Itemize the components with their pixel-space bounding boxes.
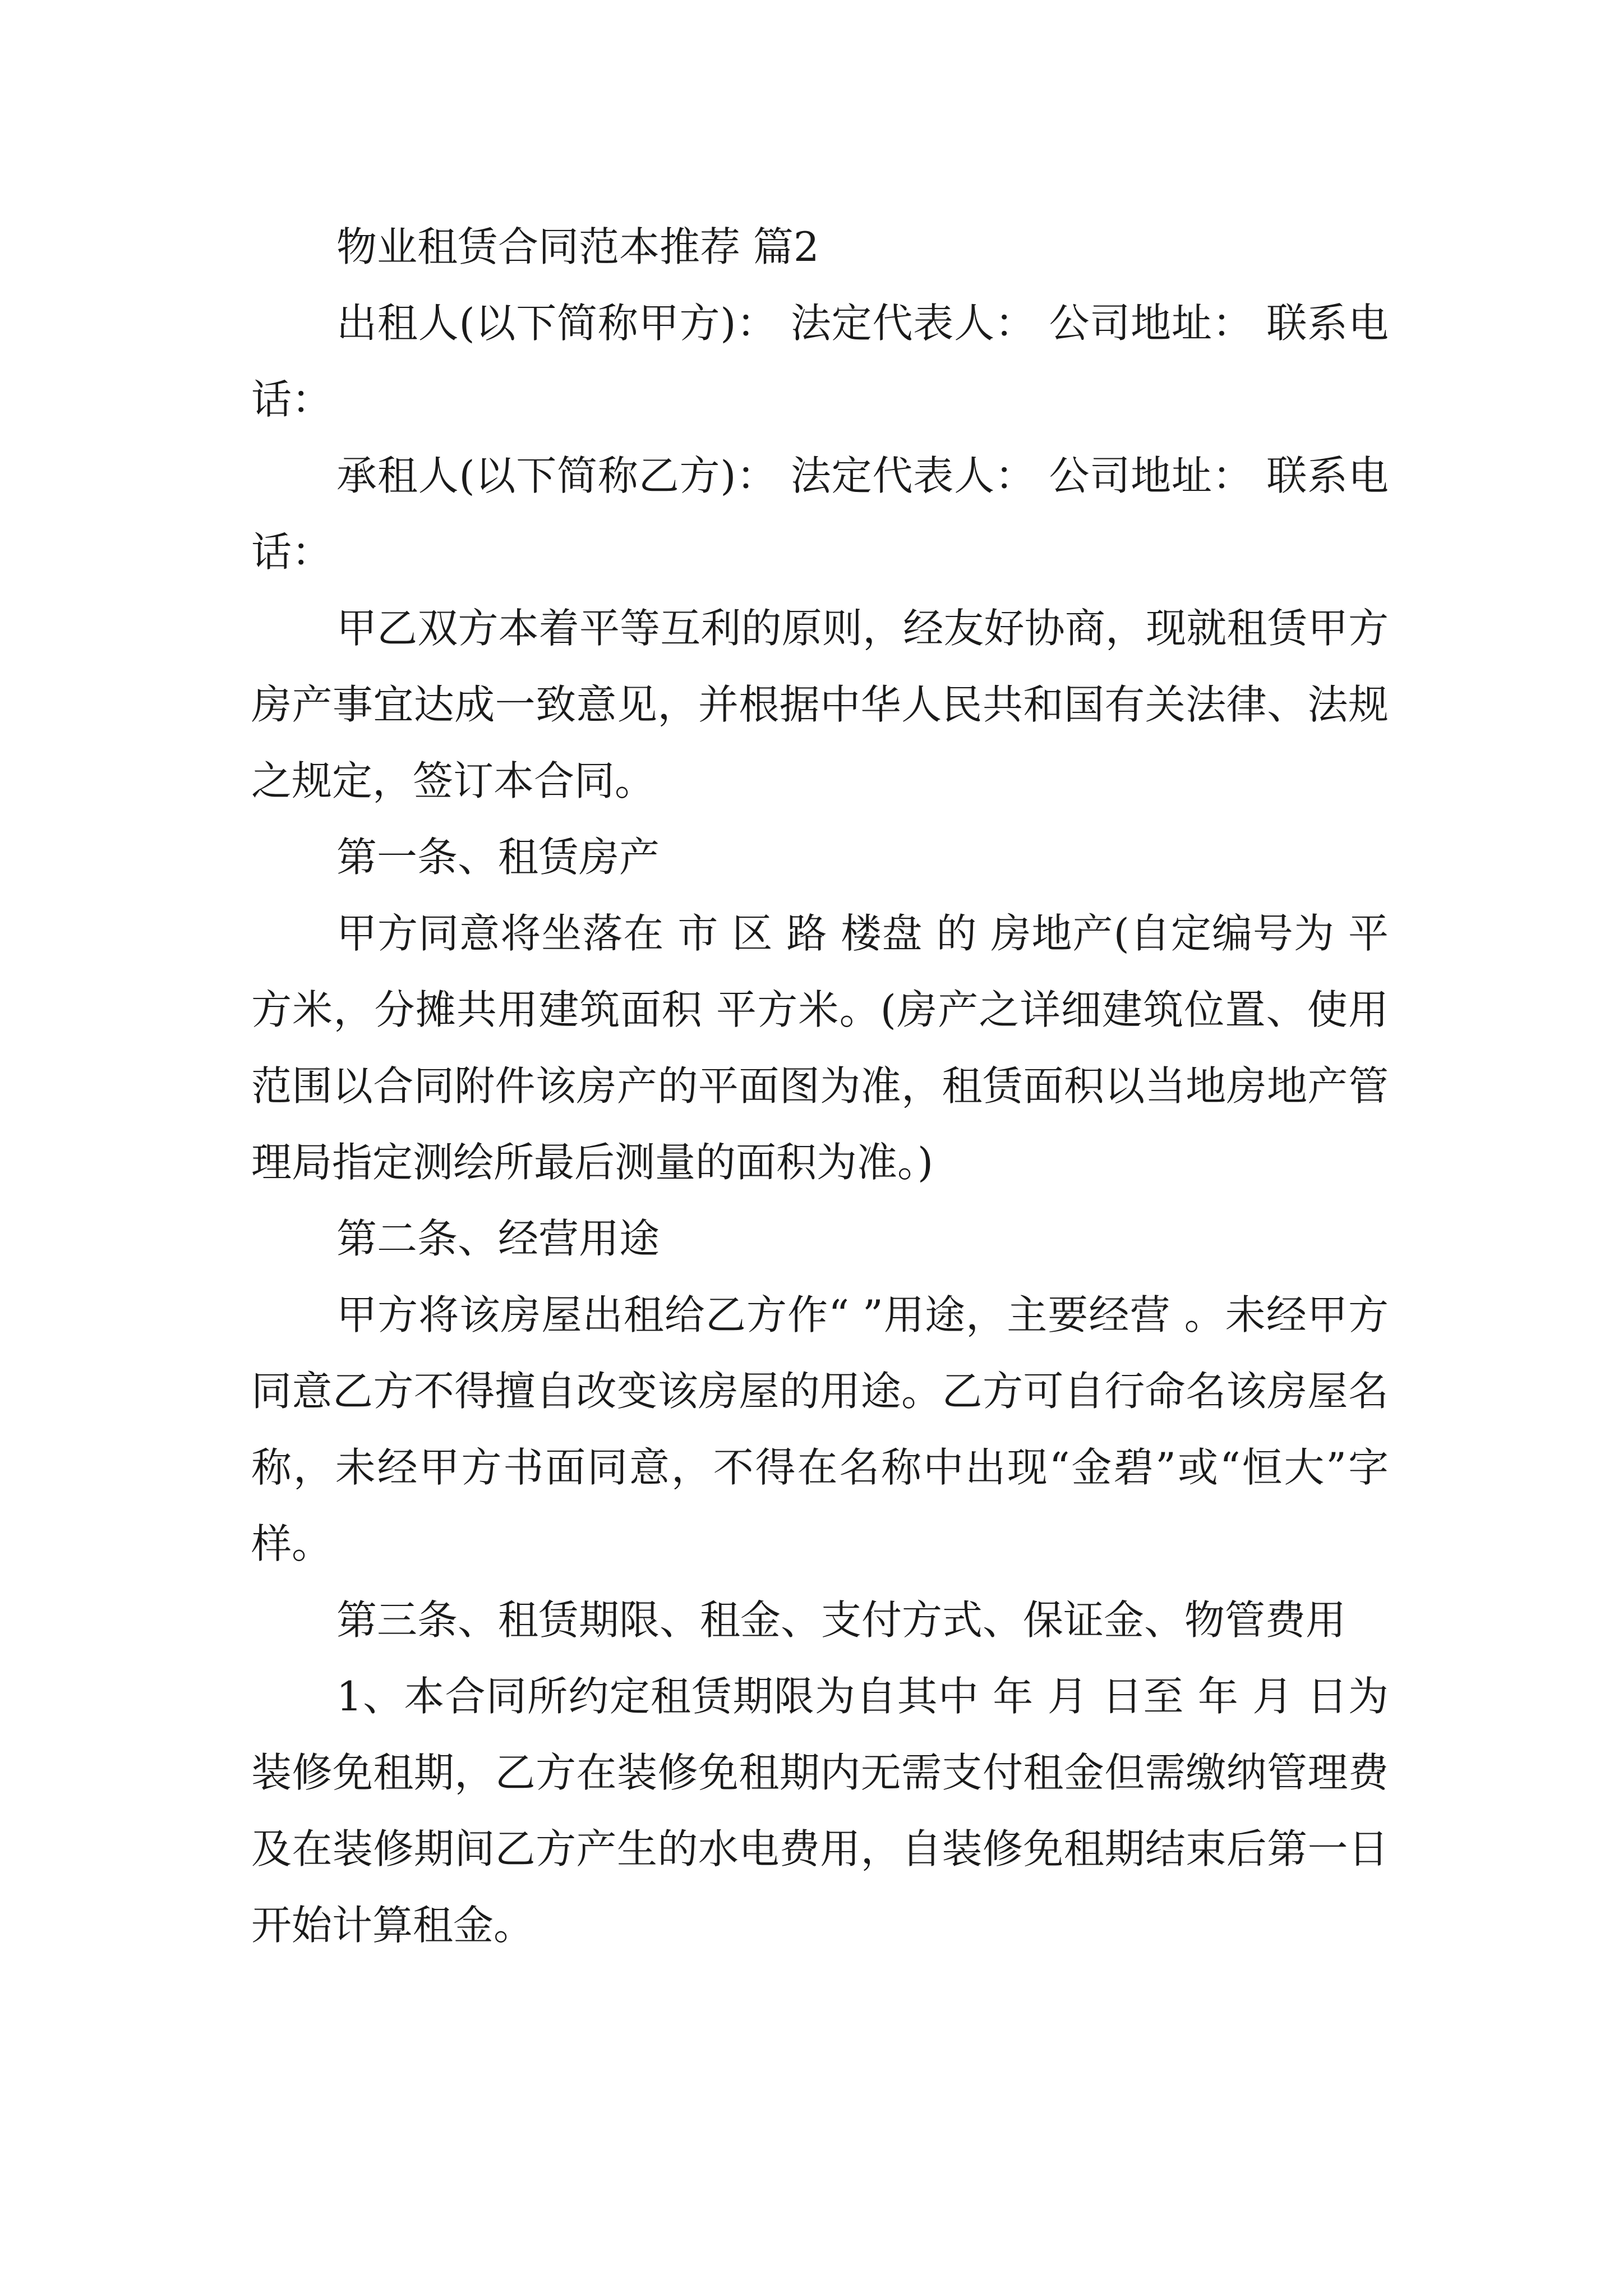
paragraph-lessee: 承租人(以下简称乙方)： 法定代表人： 公司地址： 联系电话： [251, 452, 1389, 576]
article-1-heading: 第一条、租赁房产 [336, 834, 660, 881]
paragraph-lessor: 出租人(以下简称甲方)： 法定代表人： 公司地址： 联系电话： [251, 300, 1389, 423]
article-3-heading: 第三条、租赁期限、租金、支付方式、保证金、物管费用 [336, 1596, 1347, 1644]
article-2-body: 甲方将该房屋出租给乙方作“ ”用途，主要经营 。未经甲方同意乙方不得擅自改变该房屋的用途。乙方可自行命名该房屋名称，未经甲方书面同意，不得在名称中出现“金碧”或“恒大”字样。 [251, 1291, 1389, 1567]
article-3-item-1: 1、本合同所约定租赁期限为自其中 年 月 日至 年 月 日为装修免租期，乙方在装修免租期内无需支付租金但需缴纳管理费及在装修期间乙方产生的水电费用，自装修免租期结束后第一日开始计算租金。 [251, 1673, 1389, 1949]
paragraph-preamble: 甲乙双方本着平等互利的原则，经友好协商，现就租赁甲方房产事宜达成一致意见，并根据中华人民共和国有关法律、法规之规定，签订本合同。 [251, 605, 1389, 804]
article-1-body: 甲方同意将坐落在 市 区 路 楼盘 的 房地产(自定编号为 平方米，分摊共用建筑面积 平方米。(房产之详细建筑位置、使用范围以合同附件该房产的平面图为准，租赁面积以当地房地产管理局指定测绘所最后测量的面积为准。) [251, 910, 1389, 1186]
article-2-heading: 第二条、经营用途 [336, 1215, 660, 1262]
document-title: 物业租赁合同范本推荐 篇2 [336, 223, 819, 270]
